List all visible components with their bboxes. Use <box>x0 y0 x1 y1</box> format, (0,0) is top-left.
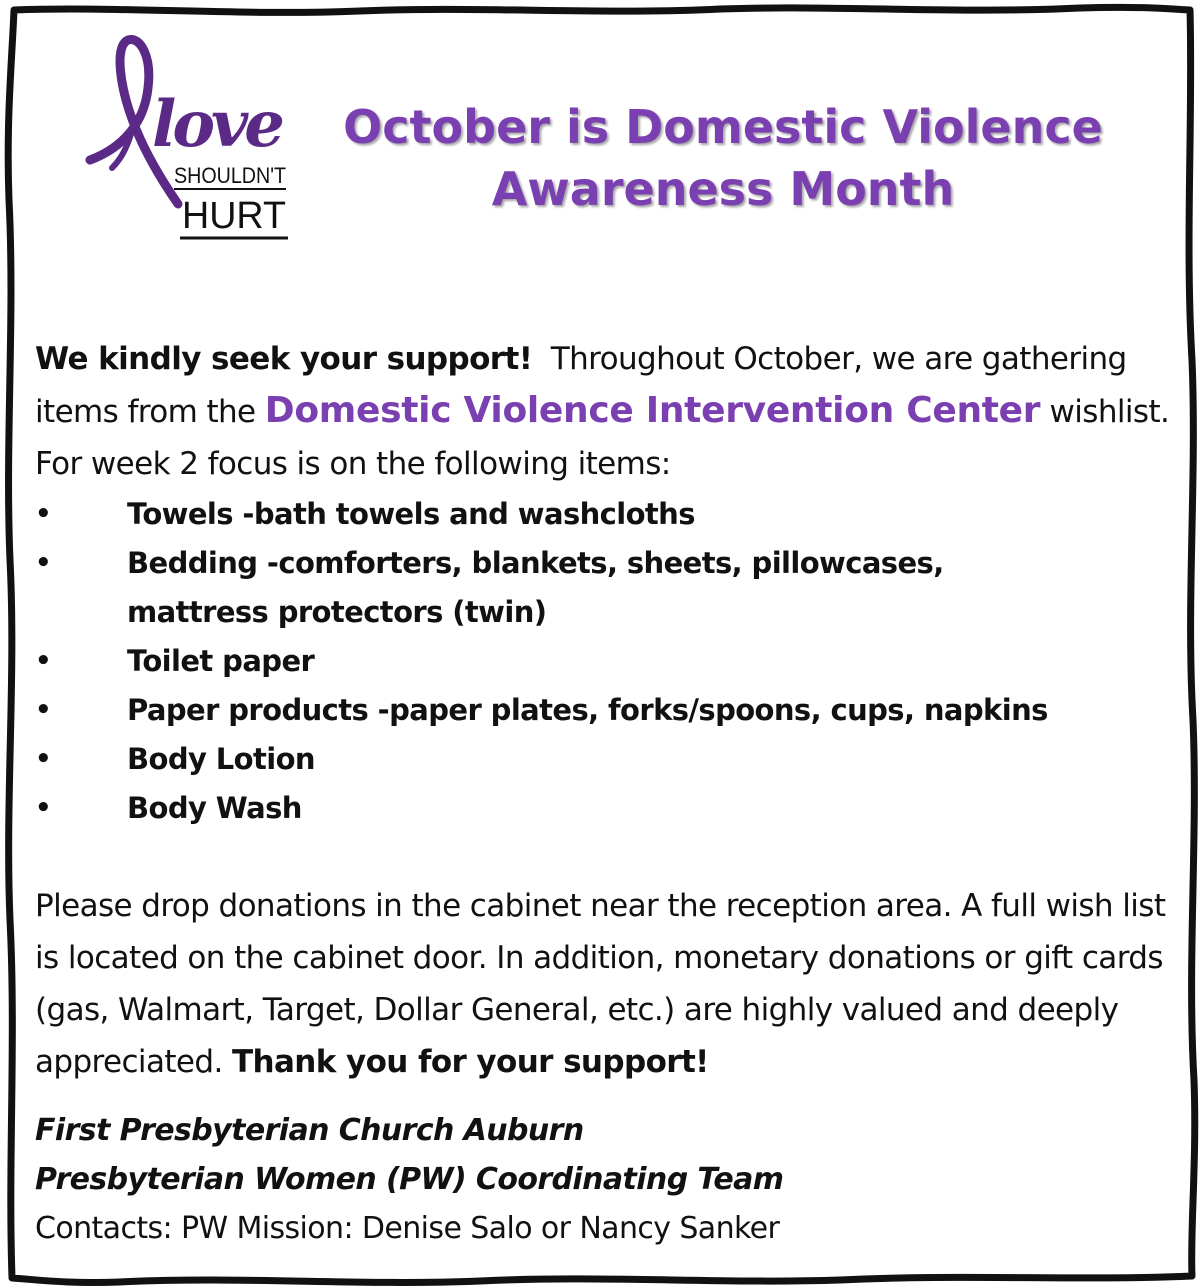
team-name: Presbyterian Women (PW) Coordinating Team <box>35 1162 784 1197</box>
bullet-icon: • <box>35 646 52 676</box>
list-item <box>35 686 1165 735</box>
list-item <box>35 490 1165 539</box>
intro-text-2: wishlist. For week 2 focus is on the following items: <box>35 394 1170 482</box>
list-item-continuation: mattress protectors (twin) <box>127 595 547 629</box>
contacts-line: Contacts: PW Mission: Denise Salo or Nancy Sanker <box>35 1211 780 1246</box>
wishlist-items <box>35 490 1165 833</box>
list-item-text: Bedding -comforters, blankets, sheets, pillowcases, <box>127 546 944 580</box>
page-title <box>318 96 1128 220</box>
title-line-2: Awareness Month <box>491 162 955 216</box>
donations-text: Please drop donations in the cabinet near the reception area. A full wish list is located on the cabinet door. In addition, monetary donations or gift cards (gas, Walmart, Target, Dollar General, etc.) are highly valued and deeply appreciated. <box>35 888 1166 1080</box>
signature-block <box>35 1106 1155 1253</box>
intro-lead: We kindly seek your support! <box>35 341 533 377</box>
list-item <box>35 784 1165 833</box>
intro-text-1: Throughout October, we are gathering items from the <box>35 341 1136 430</box>
dvic-name: Domestic Violence Intervention Center <box>264 390 1041 431</box>
bullet-icon: • <box>35 695 52 725</box>
bullet-icon: • <box>35 548 52 578</box>
love-shouldnt-hurt-logo <box>82 28 302 248</box>
bullet-icon: • <box>35 744 52 774</box>
church-name: First Presbyterian Church Auburn <box>35 1113 584 1148</box>
list-item-text: Toilet paper <box>127 644 315 678</box>
purple-ribbon-icon <box>82 28 302 248</box>
bullet-icon: • <box>35 793 52 823</box>
list-item-text: Body Lotion <box>127 742 315 776</box>
intro-paragraph <box>35 333 1170 490</box>
list-item <box>35 539 1165 637</box>
thanks-text: Thank you for your support! <box>231 1044 709 1080</box>
donations-paragraph <box>35 880 1170 1088</box>
title-line-1: October is Domestic Violence <box>343 100 1103 154</box>
logo-shouldnt-text: SHOULDN'T <box>174 163 286 188</box>
bullet-icon: • <box>35 499 52 529</box>
list-item <box>35 735 1165 784</box>
logo-love-text: love <box>152 87 281 162</box>
list-item-text: Towels -bath towels and washcloths <box>127 497 695 531</box>
list-item <box>35 637 1165 686</box>
logo-hurt-text: HURT <box>182 195 286 237</box>
list-item-text: Body Wash <box>127 791 302 825</box>
list-item-text: Paper products -paper plates, forks/spoons, cups, napkins <box>127 693 1048 727</box>
